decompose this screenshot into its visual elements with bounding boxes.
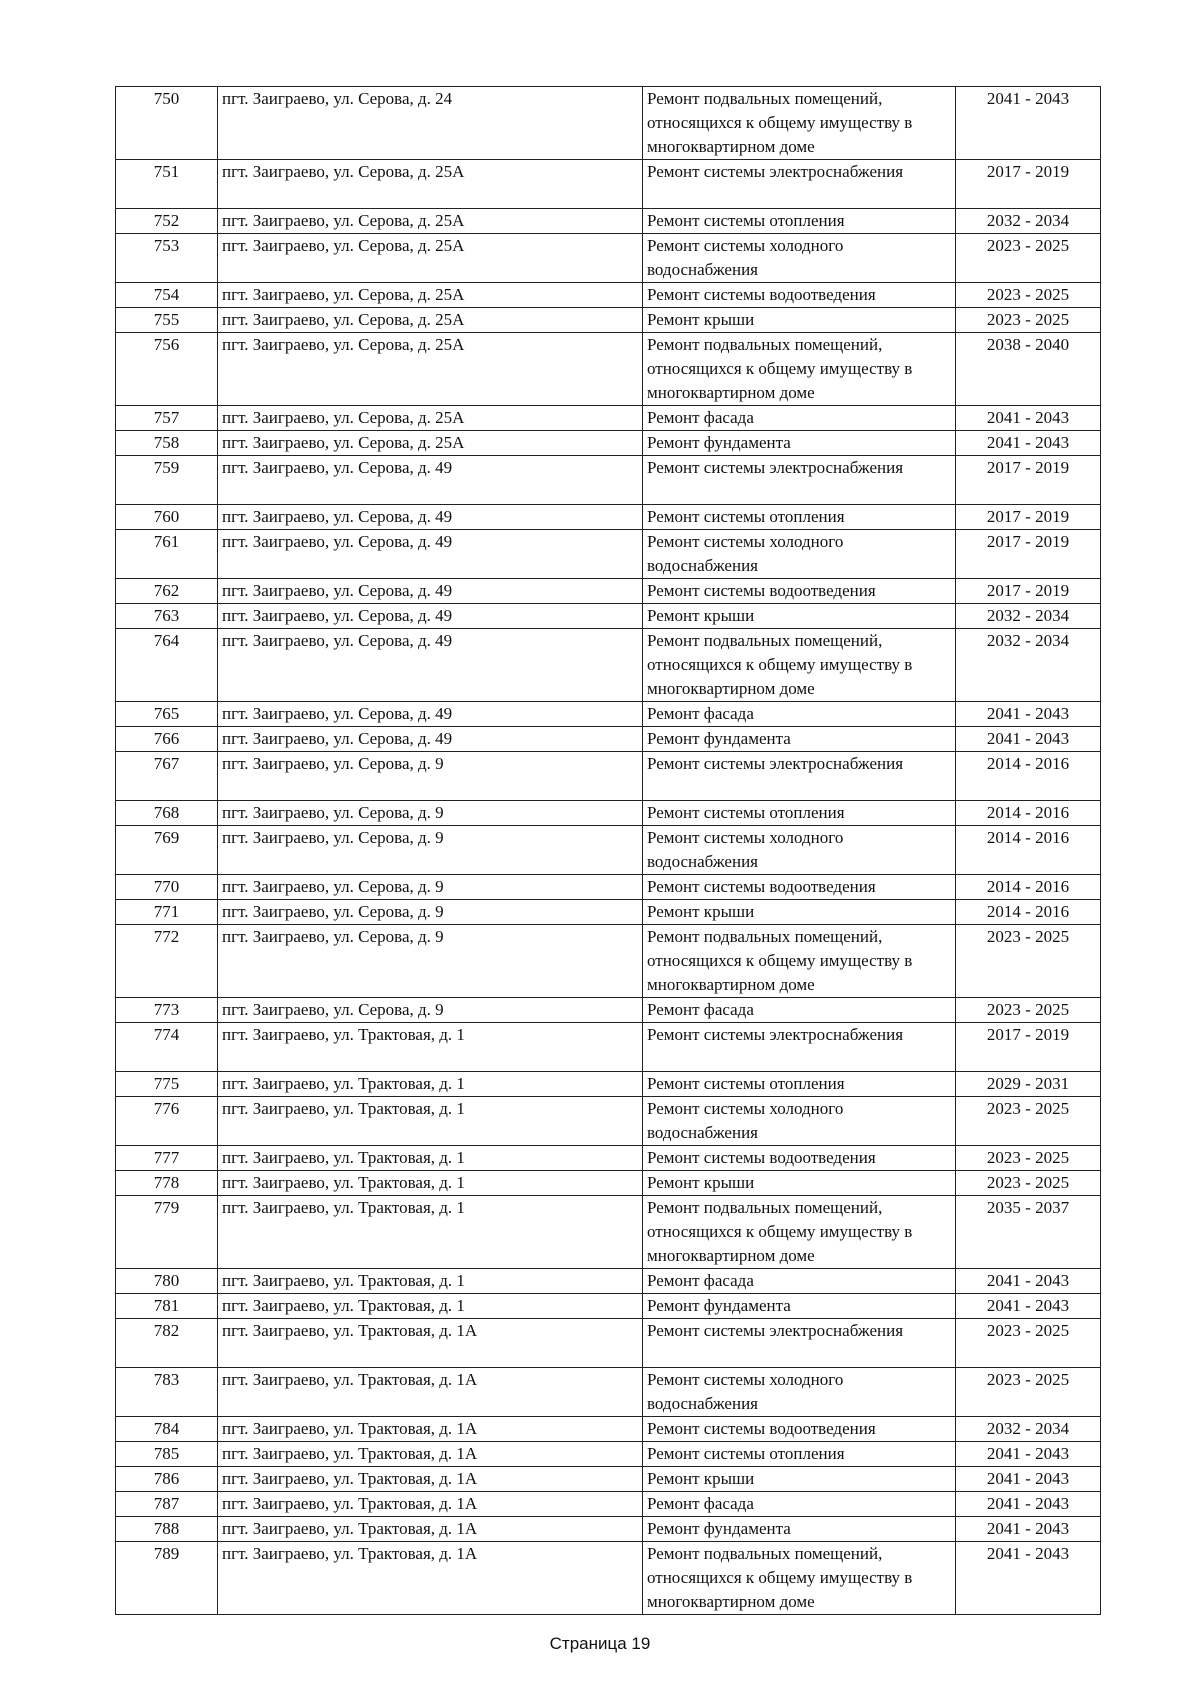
table-row: [116, 87, 1101, 160]
table-row: [116, 1416, 1101, 1441]
period-cell: 2041 - 2043: [956, 1294, 1101, 1319]
period-cell: 2014 - 2016: [956, 825, 1101, 874]
work-type-cell: Ремонт фасада: [643, 702, 956, 727]
work-type-cell: Ремонт системы электроснабжения: [643, 456, 956, 505]
row-number-cell: 765: [116, 702, 218, 727]
address-cell: пгт. Заиграево, ул. Трактовая, д. 1: [218, 1195, 643, 1268]
row-number-cell: 781: [116, 1294, 218, 1319]
row-number-cell: 780: [116, 1269, 218, 1294]
work-type-cell: Ремонт фасада: [643, 998, 956, 1023]
work-type-cell: Ремонт подвальных помещений, относящихся к общему имуществу в многоквартирном доме: [643, 1541, 956, 1614]
table-row: [116, 998, 1101, 1023]
address-cell: пгт. Заиграево, ул. Серова, д. 49: [218, 702, 643, 727]
table-body: [116, 87, 1101, 1615]
address-cell: пгт. Заиграево, ул. Серова, д. 9: [218, 998, 643, 1023]
row-number-cell: 761: [116, 529, 218, 578]
table-row: [116, 1491, 1101, 1516]
row-number-cell: 750: [116, 87, 218, 160]
period-cell: 2023 - 2025: [956, 1145, 1101, 1170]
address-cell: пгт. Заиграево, ул. Серова, д. 49: [218, 628, 643, 701]
work-type-cell: Ремонт системы водоотведения: [643, 874, 956, 899]
table-row: [116, 332, 1101, 405]
row-number-cell: 764: [116, 628, 218, 701]
work-type-cell: Ремонт подвальных помещений, относящихся к общему имуществу в многоквартирном доме: [643, 87, 956, 160]
work-type-cell: Ремонт системы холодного водоснабжения: [643, 529, 956, 578]
work-type-cell: Ремонт подвальных помещений, относящихся к общему имуществу в многоквартирном доме: [643, 1195, 956, 1268]
work-type-cell: Ремонт подвальных помещений, относящихся к общему имуществу в многоквартирном доме: [643, 628, 956, 701]
address-cell: пгт. Заиграево, ул. Серова, д. 24: [218, 87, 643, 160]
address-cell: пгт. Заиграево, ул. Серова, д. 9: [218, 825, 643, 874]
address-cell: пгт. Заиграево, ул. Серова, д. 9: [218, 752, 643, 801]
work-type-cell: Ремонт системы холодного водоснабжения: [643, 233, 956, 282]
address-cell: пгт. Заиграево, ул. Трактовая, д. 1А: [218, 1491, 643, 1516]
period-cell: 2032 - 2034: [956, 603, 1101, 628]
table-row: [116, 578, 1101, 603]
row-number-cell: 775: [116, 1071, 218, 1096]
period-cell: 2041 - 2043: [956, 1269, 1101, 1294]
period-cell: 2032 - 2034: [956, 208, 1101, 233]
address-cell: пгт. Заиграево, ул. Трактовая, д. 1А: [218, 1319, 643, 1368]
period-cell: 2017 - 2019: [956, 1023, 1101, 1072]
table-row: [116, 208, 1101, 233]
work-type-cell: Ремонт фундамента: [643, 727, 956, 752]
period-cell: 2023 - 2025: [956, 1170, 1101, 1195]
period-cell: 2041 - 2043: [956, 1491, 1101, 1516]
period-cell: 2041 - 2043: [956, 406, 1101, 431]
row-number-cell: 768: [116, 800, 218, 825]
period-cell: 2029 - 2031: [956, 1071, 1101, 1096]
period-cell: 2014 - 2016: [956, 874, 1101, 899]
address-cell: пгт. Заиграево, ул. Трактовая, д. 1: [218, 1023, 643, 1072]
row-number-cell: 766: [116, 727, 218, 752]
row-number-cell: 767: [116, 752, 218, 801]
address-cell: пгт. Заиграево, ул. Серова, д. 25А: [218, 307, 643, 332]
table-row: [116, 406, 1101, 431]
period-cell: 2041 - 2043: [956, 87, 1101, 160]
address-cell: пгт. Заиграево, ул. Серова, д. 49: [218, 504, 643, 529]
work-type-cell: Ремонт системы отопления: [643, 1441, 956, 1466]
work-type-cell: Ремонт системы отопления: [643, 1071, 956, 1096]
work-type-cell: Ремонт подвальных помещений, относящихся к общему имуществу в многоквартирном доме: [643, 924, 956, 997]
table-row: [116, 282, 1101, 307]
table-row: [116, 504, 1101, 529]
row-number-cell: 787: [116, 1491, 218, 1516]
address-cell: пгт. Заиграево, ул. Серова, д. 49: [218, 529, 643, 578]
period-cell: 2023 - 2025: [956, 998, 1101, 1023]
address-cell: пгт. Заиграево, ул. Серова, д. 25А: [218, 282, 643, 307]
table-row: [116, 1269, 1101, 1294]
work-type-cell: Ремонт системы водоотведения: [643, 1145, 956, 1170]
work-type-cell: Ремонт системы электроснабжения: [643, 752, 956, 801]
table-row: [116, 899, 1101, 924]
table-row: [116, 1071, 1101, 1096]
table-row: [116, 702, 1101, 727]
table-row: [116, 628, 1101, 701]
row-number-cell: 769: [116, 825, 218, 874]
row-number-cell: 779: [116, 1195, 218, 1268]
address-cell: пгт. Заиграево, ул. Серова, д. 25А: [218, 233, 643, 282]
address-cell: пгт. Заиграево, ул. Трактовая, д. 1: [218, 1170, 643, 1195]
row-number-cell: 785: [116, 1441, 218, 1466]
work-type-cell: Ремонт фундамента: [643, 431, 956, 456]
work-type-cell: Ремонт системы холодного водоснабжения: [643, 1096, 956, 1145]
address-cell: пгт. Заиграево, ул. Трактовая, д. 1А: [218, 1441, 643, 1466]
period-cell: 2023 - 2025: [956, 924, 1101, 997]
row-number-cell: 788: [116, 1516, 218, 1541]
table-row: [116, 456, 1101, 505]
address-cell: пгт. Заиграево, ул. Трактовая, д. 1: [218, 1071, 643, 1096]
table-row: [116, 1145, 1101, 1170]
period-cell: 2023 - 2025: [956, 307, 1101, 332]
table-row: [116, 800, 1101, 825]
period-cell: 2017 - 2019: [956, 529, 1101, 578]
table-row: [116, 603, 1101, 628]
period-cell: 2041 - 2043: [956, 431, 1101, 456]
table-row: [116, 1096, 1101, 1145]
table-row: [116, 1541, 1101, 1614]
work-type-cell: Ремонт системы отопления: [643, 504, 956, 529]
period-cell: 2032 - 2034: [956, 628, 1101, 701]
table-row: [116, 1367, 1101, 1416]
period-cell: 2035 - 2037: [956, 1195, 1101, 1268]
row-number-cell: 762: [116, 578, 218, 603]
page-number: Страница 19: [549, 1634, 651, 1653]
period-cell: 2041 - 2043: [956, 1541, 1101, 1614]
row-number-cell: 784: [116, 1416, 218, 1441]
address-cell: пгт. Заиграево, ул. Серова, д. 9: [218, 924, 643, 997]
work-type-cell: Ремонт фасада: [643, 1491, 956, 1516]
address-cell: пгт. Заиграево, ул. Серова, д. 9: [218, 874, 643, 899]
row-number-cell: 757: [116, 406, 218, 431]
table-row: [116, 1441, 1101, 1466]
row-number-cell: 752: [116, 208, 218, 233]
work-type-cell: Ремонт фасада: [643, 406, 956, 431]
work-type-cell: Ремонт системы электроснабжения: [643, 1319, 956, 1368]
work-type-cell: Ремонт системы холодного водоснабжения: [643, 825, 956, 874]
row-number-cell: 783: [116, 1367, 218, 1416]
table-row: [116, 874, 1101, 899]
row-number-cell: 777: [116, 1145, 218, 1170]
address-cell: пгт. Заиграево, ул. Серова, д. 25А: [218, 406, 643, 431]
work-type-cell: Ремонт фундамента: [643, 1294, 956, 1319]
table-row: [116, 1516, 1101, 1541]
row-number-cell: 773: [116, 998, 218, 1023]
row-number-cell: 782: [116, 1319, 218, 1368]
table-row: [116, 752, 1101, 801]
address-cell: пгт. Заиграево, ул. Трактовая, д. 1: [218, 1096, 643, 1145]
address-cell: пгт. Заиграево, ул. Серова, д. 49: [218, 603, 643, 628]
row-number-cell: 770: [116, 874, 218, 899]
table-row: [116, 1195, 1101, 1268]
repair-schedule-table: [115, 86, 1101, 1615]
work-type-cell: Ремонт фундамента: [643, 1516, 956, 1541]
row-number-cell: 755: [116, 307, 218, 332]
period-cell: 2023 - 2025: [956, 233, 1101, 282]
table-row: [116, 233, 1101, 282]
address-cell: пгт. Заиграево, ул. Трактовая, д. 1: [218, 1294, 643, 1319]
address-cell: пгт. Заиграево, ул. Трактовая, д. 1: [218, 1145, 643, 1170]
row-number-cell: 789: [116, 1541, 218, 1614]
table-row: [116, 529, 1101, 578]
period-cell: 2017 - 2019: [956, 504, 1101, 529]
address-cell: пгт. Заиграево, ул. Трактовая, д. 1А: [218, 1466, 643, 1491]
period-cell: 2041 - 2043: [956, 1516, 1101, 1541]
work-type-cell: Ремонт крыши: [643, 899, 956, 924]
work-type-cell: Ремонт системы отопления: [643, 208, 956, 233]
address-cell: пгт. Заиграево, ул. Серова, д. 9: [218, 899, 643, 924]
period-cell: 2041 - 2043: [956, 1441, 1101, 1466]
address-cell: пгт. Заиграево, ул. Серова, д. 25А: [218, 332, 643, 405]
work-type-cell: Ремонт системы водоотведения: [643, 578, 956, 603]
work-type-cell: Ремонт системы электроснабжения: [643, 1023, 956, 1072]
address-cell: пгт. Заиграево, ул. Трактовая, д. 1А: [218, 1367, 643, 1416]
table-row: [116, 924, 1101, 997]
address-cell: пгт. Заиграево, ул. Трактовая, д. 1А: [218, 1416, 643, 1441]
row-number-cell: 754: [116, 282, 218, 307]
table-row: [116, 1023, 1101, 1072]
row-number-cell: 771: [116, 899, 218, 924]
row-number-cell: 751: [116, 160, 218, 209]
work-type-cell: Ремонт фасада: [643, 1269, 956, 1294]
work-type-cell: Ремонт системы холодного водоснабжения: [643, 1367, 956, 1416]
row-number-cell: 763: [116, 603, 218, 628]
period-cell: 2014 - 2016: [956, 800, 1101, 825]
work-type-cell: Ремонт крыши: [643, 603, 956, 628]
address-cell: пгт. Заиграево, ул. Серова, д. 9: [218, 800, 643, 825]
address-cell: пгт. Заиграево, ул. Трактовая, д. 1А: [218, 1541, 643, 1614]
table-row: [116, 1466, 1101, 1491]
period-cell: 2023 - 2025: [956, 1367, 1101, 1416]
period-cell: 2038 - 2040: [956, 332, 1101, 405]
table-row: [116, 160, 1101, 209]
work-type-cell: Ремонт подвальных помещений, относящихся к общему имуществу в многоквартирном доме: [643, 332, 956, 405]
row-number-cell: 786: [116, 1466, 218, 1491]
table-row: [116, 727, 1101, 752]
work-type-cell: Ремонт системы водоотведения: [643, 1416, 956, 1441]
table-row: [116, 1294, 1101, 1319]
row-number-cell: 756: [116, 332, 218, 405]
table-row: [116, 1319, 1101, 1368]
period-cell: 2023 - 2025: [956, 1319, 1101, 1368]
period-cell: 2041 - 2043: [956, 727, 1101, 752]
period-cell: 2014 - 2016: [956, 752, 1101, 801]
table-row: [116, 825, 1101, 874]
period-cell: 2014 - 2016: [956, 899, 1101, 924]
row-number-cell: 776: [116, 1096, 218, 1145]
address-cell: пгт. Заиграево, ул. Трактовая, д. 1: [218, 1269, 643, 1294]
row-number-cell: 772: [116, 924, 218, 997]
period-cell: 2017 - 2019: [956, 160, 1101, 209]
table-row: [116, 1170, 1101, 1195]
period-cell: 2032 - 2034: [956, 1416, 1101, 1441]
period-cell: 2041 - 2043: [956, 1466, 1101, 1491]
work-type-cell: Ремонт системы электроснабжения: [643, 160, 956, 209]
work-type-cell: Ремонт крыши: [643, 1466, 956, 1491]
work-type-cell: Ремонт системы водоотведения: [643, 282, 956, 307]
address-cell: пгт. Заиграево, ул. Серова, д. 25А: [218, 160, 643, 209]
row-number-cell: 759: [116, 456, 218, 505]
period-cell: 2041 - 2043: [956, 702, 1101, 727]
table-row: [116, 307, 1101, 332]
row-number-cell: 778: [116, 1170, 218, 1195]
period-cell: 2017 - 2019: [956, 456, 1101, 505]
row-number-cell: 758: [116, 431, 218, 456]
row-number-cell: 760: [116, 504, 218, 529]
table-row: [116, 431, 1101, 456]
address-cell: пгт. Заиграево, ул. Серова, д. 49: [218, 727, 643, 752]
work-type-cell: Ремонт системы отопления: [643, 800, 956, 825]
address-cell: пгт. Заиграево, ул. Серова, д. 49: [218, 456, 643, 505]
address-cell: пгт. Заиграево, ул. Трактовая, д. 1А: [218, 1516, 643, 1541]
period-cell: 2023 - 2025: [956, 282, 1101, 307]
period-cell: 2017 - 2019: [956, 578, 1101, 603]
address-cell: пгт. Заиграево, ул. Серова, д. 49: [218, 578, 643, 603]
work-type-cell: Ремонт крыши: [643, 307, 956, 332]
row-number-cell: 753: [116, 233, 218, 282]
row-number-cell: 774: [116, 1023, 218, 1072]
address-cell: пгт. Заиграево, ул. Серова, д. 25А: [218, 208, 643, 233]
work-type-cell: Ремонт крыши: [643, 1170, 956, 1195]
period-cell: 2023 - 2025: [956, 1096, 1101, 1145]
address-cell: пгт. Заиграево, ул. Серова, д. 25А: [218, 431, 643, 456]
